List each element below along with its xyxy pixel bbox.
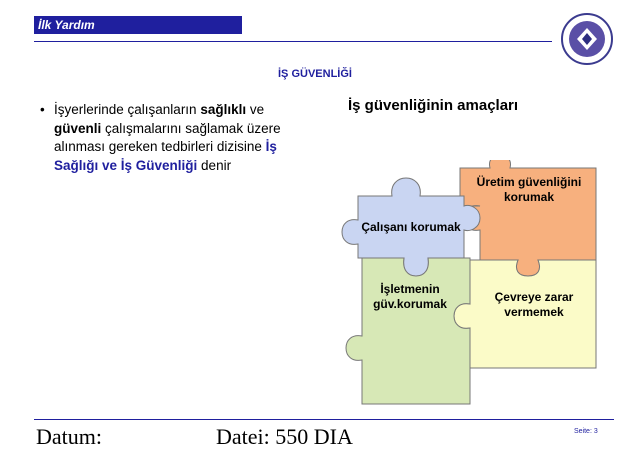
footer-page — [574, 428, 598, 435]
bottom-divider — [34, 419, 614, 420]
puzzle-title: İş güvenliğinin amaçları — [348, 97, 519, 114]
page-label: Seite: — [574, 428, 592, 435]
piece-label-uretim: Üretim güvenliğini korumak — [476, 175, 582, 204]
logo-emblem — [560, 12, 614, 66]
piece-label-calisani: Çalışanı korumak — [361, 220, 461, 234]
bullet-dot-icon: • — [40, 102, 45, 117]
bullet-highlight: İş Sağlığı ve İş Güvenliği — [54, 139, 277, 173]
bullet-text — [54, 101, 285, 175]
piece-label-cevre: Çevreye zarar vermemek — [494, 290, 574, 319]
bullet-bold-2: güvenli — [54, 120, 102, 136]
footer-file: Datei: 550 DIA — [216, 424, 353, 449]
page-number: 3 — [593, 428, 598, 435]
piece-label-isletme: İşletmenin güv.korumak — [373, 282, 447, 311]
top-divider — [34, 41, 552, 42]
header-title: İlk Yardım — [38, 18, 95, 32]
bullet-part-4: denir — [197, 157, 232, 173]
bullet-part-1: İşyerlerinde çalışanların — [54, 102, 201, 117]
bullet-part-3: çalışmalarını sağlamak üzere alınması gereken tedbirleri dizisine — [54, 120, 281, 154]
section-title: İŞ GÜVENLİĞİ — [278, 68, 352, 80]
puzzle-graphic — [340, 160, 600, 412]
footer-datum: Datum: — [36, 424, 102, 449]
bullet-paragraph — [40, 101, 285, 175]
puzzle-piece-isletme — [346, 258, 470, 404]
bullet-part-2: ve — [246, 102, 265, 117]
header-bar — [34, 16, 242, 34]
bullet-bold-1: sağlıklı — [200, 102, 247, 117]
